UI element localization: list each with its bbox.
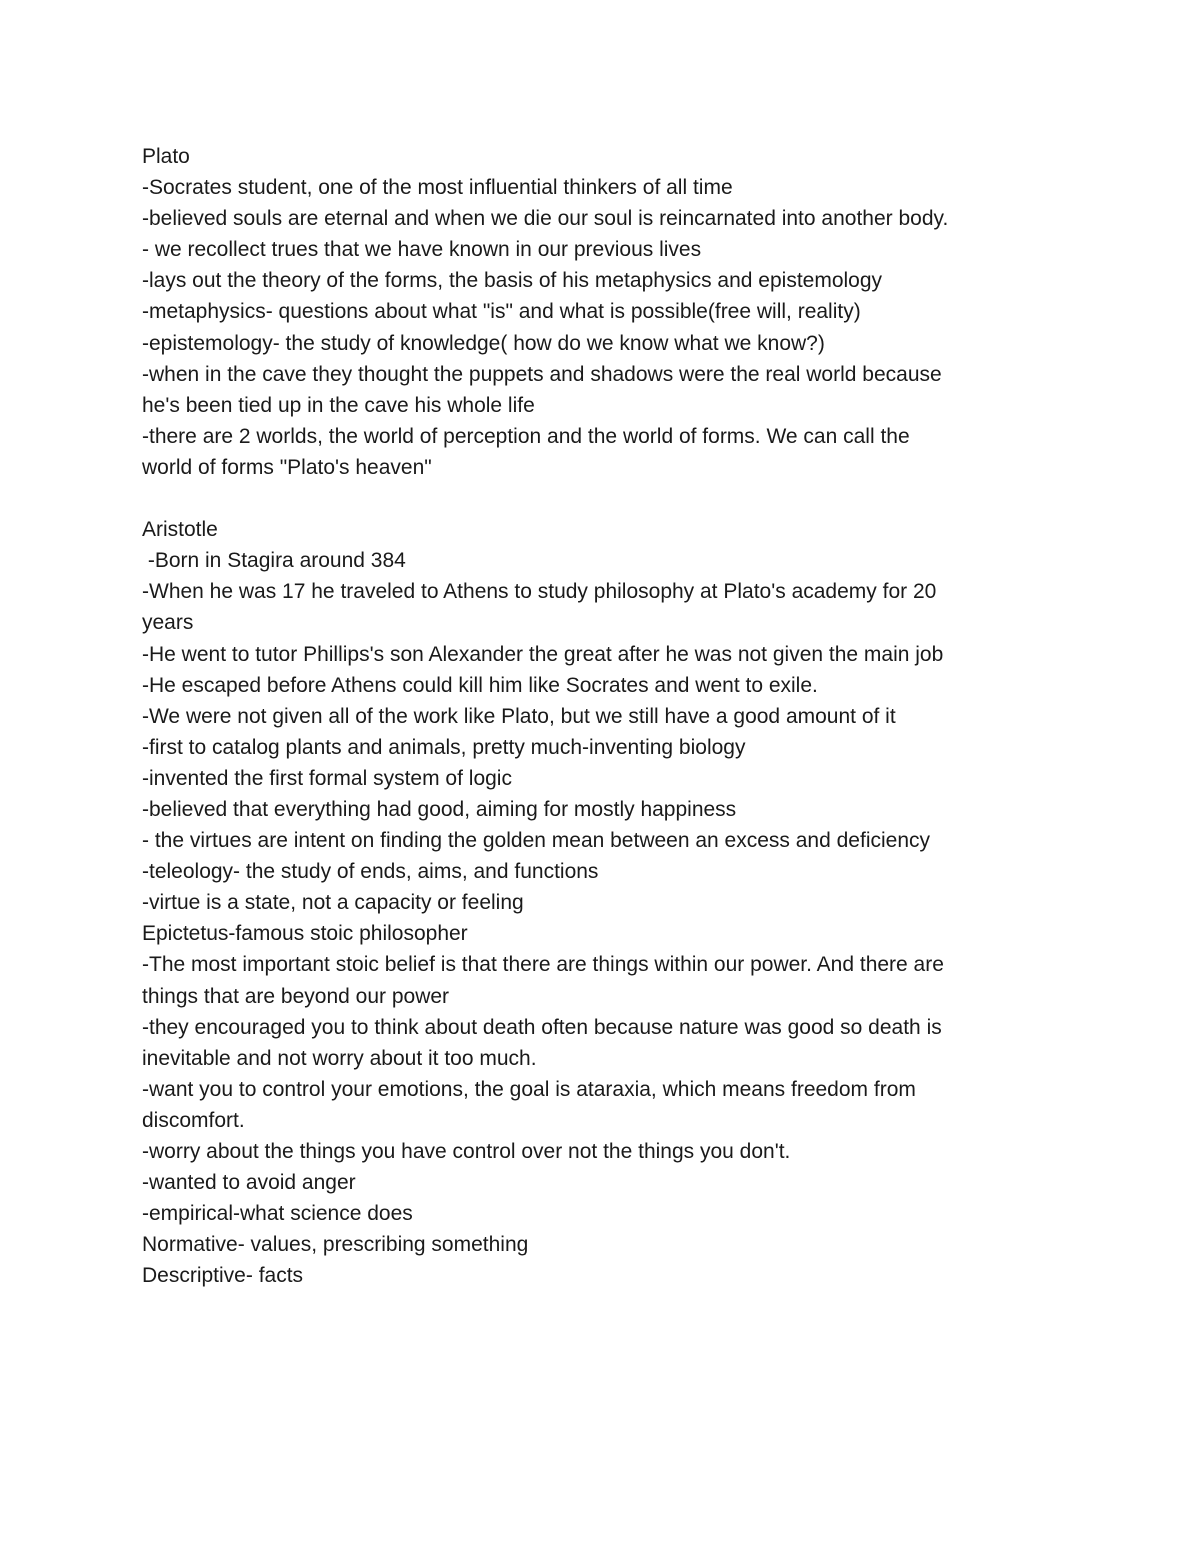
text-line: Epictetus-famous stoic philosopher bbox=[142, 922, 468, 946]
text-line: -worry about the things you have control over not the things you don't. bbox=[142, 1140, 791, 1163]
text-line: -invented the first formal system of logic bbox=[142, 766, 512, 790]
text-line: - the virtues are intent on finding the golden mean between an excess and deficiency bbox=[142, 829, 931, 853]
section-heading: Plato bbox=[142, 145, 190, 168]
text-line: -epistemology- the study of knowledge( how do we know what we know?) bbox=[142, 331, 825, 355]
paragraph-spacer bbox=[142, 483, 1062, 514]
text-line: -virtue is a state, not a capacity or feeling bbox=[142, 891, 524, 915]
text-line: inevitable and not worry about it too much. bbox=[142, 1046, 537, 1070]
text-line: -lays out the theory of the forms, the basis of his metaphysics and epistemology bbox=[142, 269, 883, 293]
text-line: discomfort. bbox=[142, 1108, 245, 1132]
text-line: -first to catalog plants and animals, pretty much-inventing biology bbox=[142, 735, 746, 759]
text-line: -He went to tutor Phillips's son Alexander the great after he was not given the main job bbox=[142, 642, 944, 666]
text-line: Normative- values, prescribing something bbox=[142, 1233, 529, 1257]
text-line: -Socrates student, one of the most influential thinkers of all time bbox=[142, 176, 733, 200]
text-line: -want you to control your emotions, the goal is ataraxia, which means freedom from bbox=[142, 1077, 916, 1101]
text-line: -We were not given all of the work like Plato, but we still have a good amount of it bbox=[142, 704, 896, 728]
text-line: -empirical-what science does bbox=[142, 1202, 413, 1226]
text-line: -When he was 17 he traveled to Athens to study philosophy at Plato's academy for 20 bbox=[142, 580, 937, 604]
text-line: -metaphysics- questions about what "is" and what is possible(free will, reality) bbox=[142, 300, 861, 324]
text-line: world of forms "Plato's heaven" bbox=[142, 455, 432, 479]
section-heading: Aristotle bbox=[142, 518, 218, 542]
text-line: -teleology- the study of ends, aims, and functions bbox=[142, 860, 599, 884]
text-line: -believed that everything had good, aiming for mostly happiness bbox=[142, 797, 737, 821]
document-page bbox=[142, 141, 1062, 1291]
text-line: -Born in Stagira around 384 bbox=[142, 549, 406, 573]
text-line: -they encouraged you to think about death often because nature was good so death is bbox=[142, 1015, 942, 1039]
text-line: he's been tied up in the cave his whole life bbox=[142, 393, 535, 417]
text-line: -when in the cave they thought the puppets and shadows were the real world because bbox=[142, 362, 942, 386]
text-line: -The most important stoic belief is that there are things within our power. And there are bbox=[142, 953, 944, 977]
text-line: -believed souls are eternal and when we die our soul is reincarnated into another body. bbox=[142, 207, 949, 231]
section-aristotle bbox=[142, 514, 1062, 1291]
text-line: -He escaped before Athens could kill him like Socrates and went to exile. bbox=[142, 673, 818, 697]
section-plato bbox=[142, 141, 1062, 483]
text-line: - we recollect trues that we have known in our previous lives bbox=[142, 238, 702, 262]
text-line: -there are 2 worlds, the world of perception and the world of forms. We can call the bbox=[142, 424, 910, 448]
text-line: Descriptive- facts bbox=[142, 1264, 304, 1288]
text-line: things that are beyond our power bbox=[142, 984, 450, 1008]
text-line: -wanted to avoid anger bbox=[142, 1171, 356, 1195]
text-line: years bbox=[142, 611, 194, 635]
